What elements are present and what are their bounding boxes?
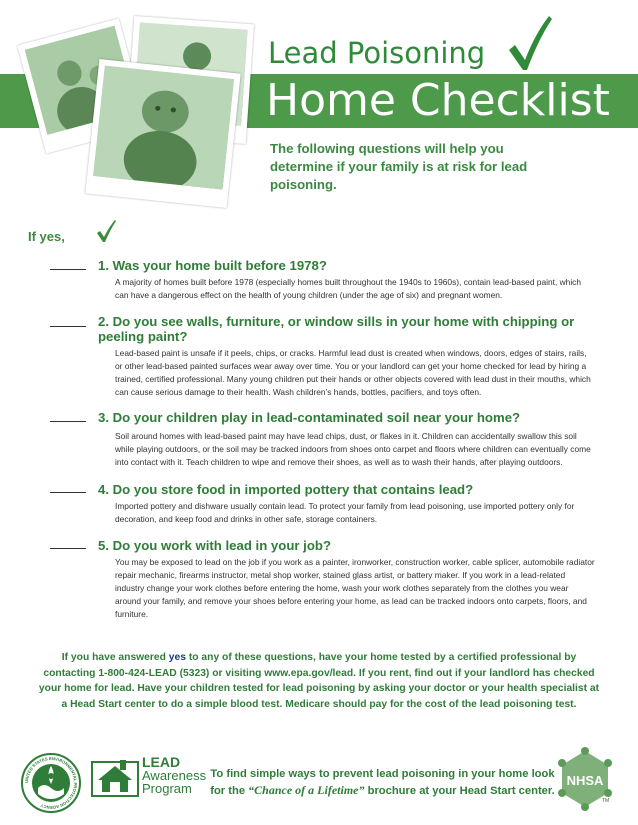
answer-blank[interactable] [50, 548, 86, 549]
answer-blank[interactable] [50, 326, 86, 327]
epa-seal-logo [20, 752, 82, 814]
question-body: A majority of homes built before 1978 (especially homes built throughout the 1940s to 1960s), contain lead-based paint, which can have a dangerous effect on the health of young children (under the age of six) and pregnant women. [115, 277, 582, 300]
title-lead-poisoning: Lead Poisoning [268, 36, 486, 70]
answer-blank[interactable] [50, 269, 86, 270]
closing-paragraph [38, 650, 600, 712]
footer-part2: brochure at your Head Start center. [364, 784, 555, 797]
house-icon [90, 756, 140, 800]
question-title: 1. Was your home built before 1978? [98, 258, 327, 273]
question-title: 3. Do your children play in lead-contaminated soil near your home? [98, 410, 521, 425]
footer-part1: To find simple ways to prevent lead poisoning in your home look for the [210, 768, 555, 797]
question-body: Lead-based paint is unsafe if it peels, chips, or cracks. Harmful lead dust is created when windows, doors, edges of stairs, rails, or other lead-based painted surfaces wear away over time. You or your landlord can get your home checked for lead by hiring a trained, certified professional. Many young children put their hands or other objects covered with lead dust in their mouths, which can cause serious damage to their health. Wash children’s hands, bottles, pacifiers, and toys often. [115, 348, 591, 397]
program-word: Program [142, 781, 192, 796]
nhsa-text: NHSA [566, 773, 604, 788]
closing-part2: to any of these questions, have your home tested by a certified professional by contacting 1-800-424-LEAD (5323) or visiting www.epa.gov/lead. If you rent, find out if your landlord has checked your home for lead. Have your children tested for lead poisoning by asking your doctor or your health specialist at a Head Start center to do a simple blood test. Medicare should pay for the cost of the lead poisoning test. [38, 652, 600, 710]
checkmark-icon [505, 14, 553, 74]
question-body: Soil around homes with lead-based paint may have lead chips, dust, or flakes in it. Children can accidentally swallow this soil while playing outdoors, or the soil may be tracked indoors from shoes onto carpet and floors where children can eventually come into contact with it. Teach children to wipe and remove their shoes, as well as to wash their hands, after playing outdoors. [115, 431, 591, 467]
awareness-word: Awareness [142, 768, 207, 783]
intro-text: The following questions will help you determine if your family is at risk for lead poisoning. [270, 141, 528, 192]
closing-part1: If you have answered [61, 652, 169, 663]
lead-awareness-text [142, 756, 206, 795]
lead-word: LEAD [142, 754, 181, 770]
brochure-title: “Chance of a Lifetime” [248, 782, 365, 797]
lead-awareness-logo [90, 754, 207, 800]
question-title: 4. Do you store food in imported pottery that contains lead? [98, 482, 474, 497]
answer-blank[interactable] [50, 492, 86, 493]
question-title: 2. Do you see walls, furniture, or window sills in your home with chipping or peeling paint? [98, 314, 575, 344]
photo-baby [85, 59, 240, 208]
if-yes-label: If yes, [28, 229, 65, 244]
question-title: 5. Do you work with lead in your job? [98, 538, 331, 553]
epa-seal-text: UNITED STATES ENVIRONMENTAL PROTECTION AGENCY [23, 755, 79, 811]
trademark-mark: TM [602, 798, 610, 804]
question-body: You may be exposed to lead on the job if you work as a painter, ironworker, construction worker, cable splicer, automobile radiator repair mechanic, firearms instructor, metal shop worker, stained glass artist, or battery maker. If you work in a lead-related industry change your work clothes before entering the home, wash your work clothes separately from the clothes you wear around your family, and remove your shoes before entering your home, as lead can be tracked indoors onto carpets, floors, and furniture. [115, 557, 595, 619]
answer-blank[interactable] [50, 421, 86, 422]
footer-text [205, 767, 560, 799]
question-body: Imported pottery and dishware usually contain lead. To protect your family from lead poisoning, use imported pottery only for decoration, and keep food and drinks in other safe, storage containers. [115, 501, 575, 524]
small-checkmark-icon [96, 219, 116, 243]
closing-yes: yes [168, 652, 186, 663]
title-home-checklist: Home Checklist [266, 75, 610, 126]
